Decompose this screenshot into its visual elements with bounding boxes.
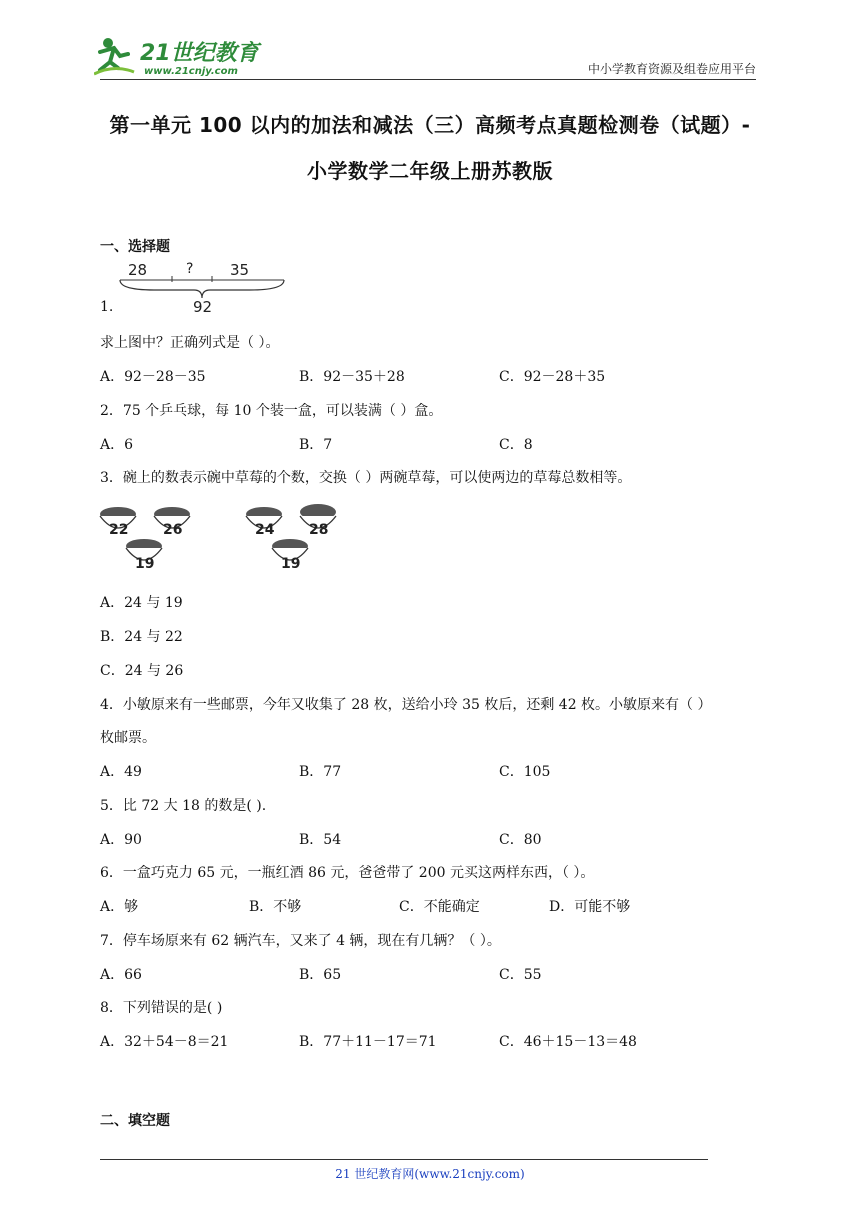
- q4-option-b[interactable]: B．77: [299, 764, 342, 780]
- bowl-count-right-2: 28: [309, 522, 329, 538]
- q1-option-c[interactable]: C．92－28＋35: [499, 369, 606, 385]
- q7-option-b[interactable]: B．65: [299, 967, 342, 983]
- q1-option-a[interactable]: A．92－28－35: [100, 369, 206, 385]
- q3-option-a[interactable]: A．24 与 19: [100, 595, 183, 611]
- segment-diagram: [114, 258, 294, 316]
- platform-tagline: 中小学教育资源及组卷应用平台: [587, 62, 756, 76]
- strawberry-bowls-figure: [98, 500, 348, 578]
- q6-option-a[interactable]: A．够: [100, 899, 139, 915]
- logo-url: www.21cnjy.com: [144, 66, 238, 77]
- q6-option-c[interactable]: C．不能确定: [399, 899, 480, 915]
- footer-divider: [100, 1159, 708, 1160]
- bowl-icon: [300, 504, 336, 538]
- q4-option-a[interactable]: A．49: [100, 764, 142, 780]
- question-5-text: 5．比 72 大 18 的数是( ).: [100, 798, 267, 814]
- bowl-count-left-1: 22: [109, 522, 129, 538]
- section-heading-choice: 一、选择题: [100, 239, 170, 255]
- bowl-count-right-1: 24: [255, 522, 275, 538]
- bowl-count-right-3: 19: [281, 556, 301, 572]
- q5-option-b[interactable]: B．54: [299, 832, 342, 848]
- page-title-line1: 第一单元 100 以内的加法和减法（三）高频考点真题检测卷（试题）-: [109, 113, 751, 137]
- diagram-brace: [120, 280, 284, 298]
- logo: [94, 34, 264, 78]
- diagram-unknown: ?: [186, 261, 194, 277]
- section-heading-fill: 二、填空题: [100, 1113, 170, 1129]
- diagram-right-value: 35: [230, 261, 250, 279]
- q4-option-c[interactable]: C．105: [499, 764, 551, 780]
- bowl-count-left-3: 19: [135, 556, 155, 572]
- q8-option-b[interactable]: B．77＋11－17＝71: [299, 1034, 437, 1050]
- question-1-number: 1.: [100, 299, 114, 315]
- bowl-icon: [126, 539, 162, 572]
- q1-option-b[interactable]: B．92－35＋28: [299, 369, 405, 385]
- question-7-text: 7．停车场原来有 62 辆汽车，又来了 4 辆，现在有几辆？（ ）。: [100, 933, 501, 949]
- question-1-text: 求上图中？正确列式是（ ）。: [100, 335, 280, 351]
- footer-link[interactable]: 21 世纪教育网(www.21cnjy.com): [335, 1167, 525, 1181]
- question-8-text: 8．下列错误的是( ): [100, 1000, 223, 1016]
- q5-option-c[interactable]: C．80: [499, 832, 542, 848]
- q2-option-b[interactable]: B．7: [299, 437, 333, 453]
- question-4-text: 4．小敏原来有一些邮票，今年又收集了 28 枚，送给小玲 35 枚后，还剩 42 枚。小敏原来有（ ）: [100, 697, 712, 713]
- q2-option-a[interactable]: A．6: [100, 437, 134, 453]
- q8-option-c[interactable]: C．46＋15－13＝48: [499, 1034, 637, 1050]
- q7-option-a[interactable]: A．66: [100, 967, 142, 983]
- runner-logo-icon: [94, 34, 264, 78]
- diagram-left-value: 28: [128, 261, 148, 279]
- q5-option-a[interactable]: A．90: [100, 832, 142, 848]
- diagram-total: 92: [193, 298, 213, 316]
- header-divider: [100, 79, 756, 80]
- logo-text: 21世纪教育: [140, 41, 259, 66]
- question-6-text: 6．一盒巧克力 65 元，一瓶红酒 86 元，爸爸带了 200 元买这两样东西，（ ）。: [100, 865, 595, 881]
- q3-option-b[interactable]: B．24 与 22: [100, 629, 183, 645]
- q3-option-c[interactable]: C．24 与 26: [100, 663, 184, 679]
- q2-option-c[interactable]: C．8: [499, 437, 533, 453]
- q8-option-a[interactable]: A．32＋54－8＝21: [100, 1034, 229, 1050]
- q6-option-d[interactable]: D．可能不够: [549, 899, 631, 915]
- question-4-text-cont: 枚邮票。: [100, 730, 156, 746]
- q6-option-b[interactable]: B．不够: [249, 899, 302, 915]
- bowl-icon: [272, 539, 308, 572]
- question-3-text: 3．碗上的数表示碗中草莓的个数，交换（ ）两碗草莓，可以使两边的草莓总数相等。: [100, 470, 632, 486]
- bowl-icon: [100, 507, 136, 538]
- bowl-icon: [154, 507, 190, 538]
- q7-option-c[interactable]: C．55: [499, 967, 542, 983]
- bowl-count-left-2: 26: [163, 522, 183, 538]
- question-2-text: 2．75 个乒乓球，每 10 个装一盒，可以装满（ ）盒。: [100, 403, 443, 419]
- page-title-line2: 小学数学二年级上册苏教版: [307, 159, 553, 183]
- bowl-icon: [246, 507, 282, 538]
